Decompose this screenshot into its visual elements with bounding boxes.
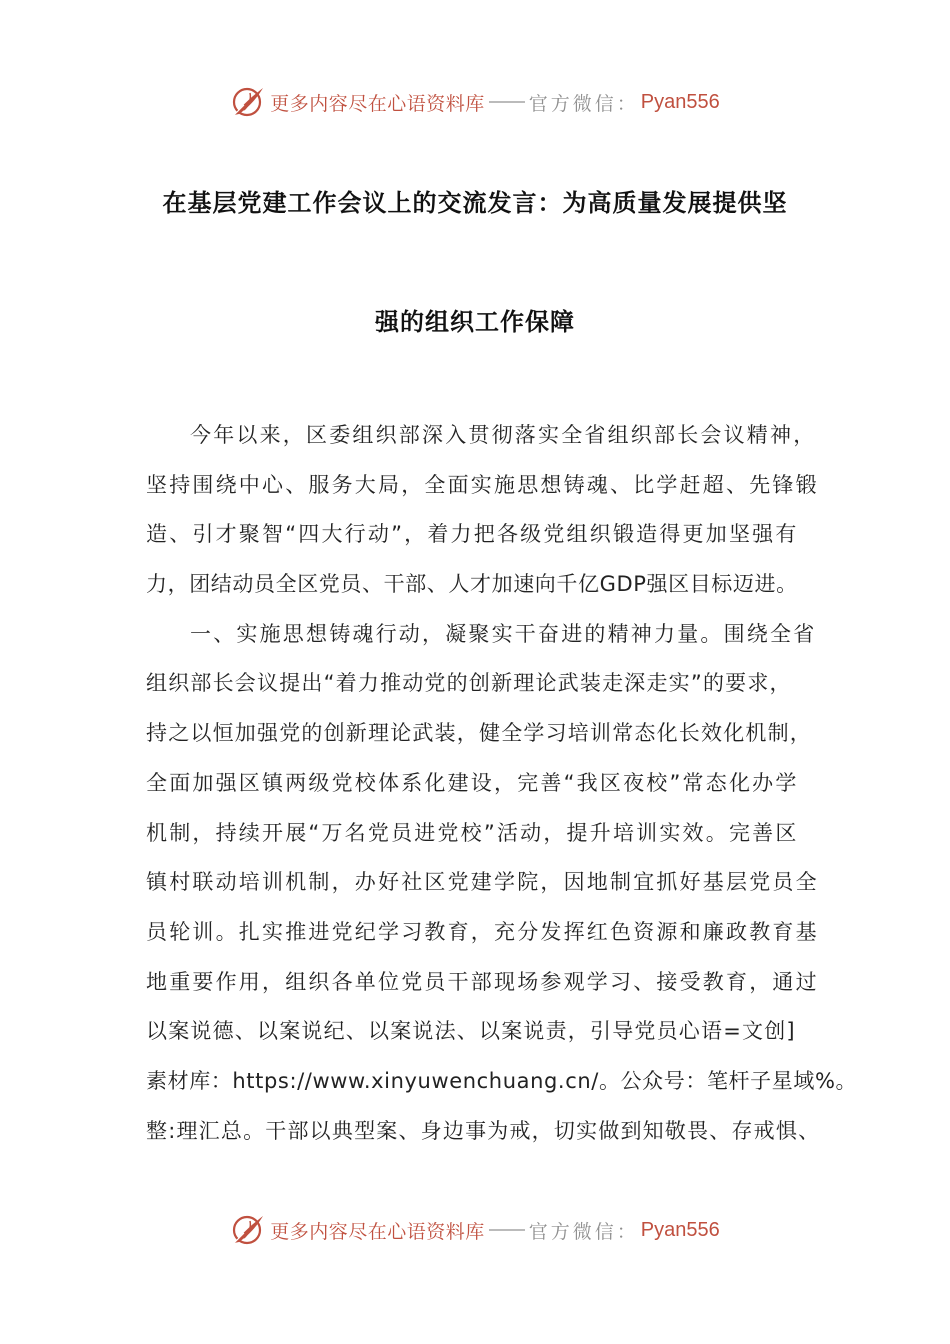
footer-banner xyxy=(0,1210,950,1250)
body-line: 造、引才聚智“四大行动”，着力把各级党组织锻造得更加坚强有 xyxy=(146,522,799,547)
body-line: 力，团结动员全区党员、干部、人才加速向千亿GDP强区目标迈进。 xyxy=(146,572,798,597)
body-line: 整:理汇总。干部以典型案、身边事为戒，切实做到知敬畏、存戒惧、 xyxy=(146,1118,821,1143)
body-line: 全面加强区镇两级党校体系化建设，完善“我区夜校”常态化办学 xyxy=(146,770,799,795)
body-line: 一、实施思想铸魂行动，凝聚实干奋进的精神力量。围绕全省 xyxy=(190,621,817,646)
body-line: 镇村联动培训机制，办好社区党建学院，因地制宜抓好基层党员全 xyxy=(146,870,819,895)
body-line: 素材库：https://www.xinyuwenchuang.cn/。公众号：笔杆子星域%。 xyxy=(146,1068,858,1093)
header-banner xyxy=(0,82,950,122)
body-line: 机制，持续开展“万名党员进党校”活动，提升培训实效。完善区 xyxy=(146,820,799,845)
body-line: 地重要作用，组织各单位党员干部现场参观学习、接受教育，通过 xyxy=(146,969,819,994)
body-line: 坚持围绕中心、服务大局，全面实施思想铸魂、比学赶超、先锋锻 xyxy=(146,472,819,497)
banner-divider xyxy=(489,1229,525,1231)
body-line: 组织部长会议提出“着力推动党的创新理论武装走深走实”的要求， xyxy=(146,671,792,696)
official-wechat-label: 官方微信： xyxy=(528,1220,639,1243)
document-title-line-2: 强的组织工作保障 xyxy=(375,308,575,336)
wechat-id: Pyan556 xyxy=(640,1218,720,1241)
body-line: 今年以来，区委组织部深入贯彻落实全省组织部长会议精神， xyxy=(190,423,817,447)
body-line: 员轮训。扎实推进党纪学习教育，充分发挥红色资源和廉政教育基 xyxy=(146,919,819,944)
official-wechat-label: 官方微信： xyxy=(528,92,639,115)
body-line: 以案说德、以案说纪、以案说法、以案说责，引导党员心语=文创] xyxy=(146,1019,796,1044)
wechat-id: Pyan556 xyxy=(640,90,720,113)
banner-divider xyxy=(489,101,525,103)
quill-pen-logo-icon xyxy=(230,84,266,120)
quill-pen-logo-icon xyxy=(230,1212,266,1248)
document-title-line-1: 在基层党建工作会议上的交流发言：为高质量发展提供坚 xyxy=(162,189,788,217)
body-line: 持之以恒加强党的创新理论武装，健全学习培训常态化长效化机制， xyxy=(146,721,812,746)
document-body xyxy=(146,411,858,1156)
brand-text: 更多内容尽在心语资料库 xyxy=(270,92,485,115)
brand-text: 更多内容尽在心语资料库 xyxy=(270,1220,485,1243)
